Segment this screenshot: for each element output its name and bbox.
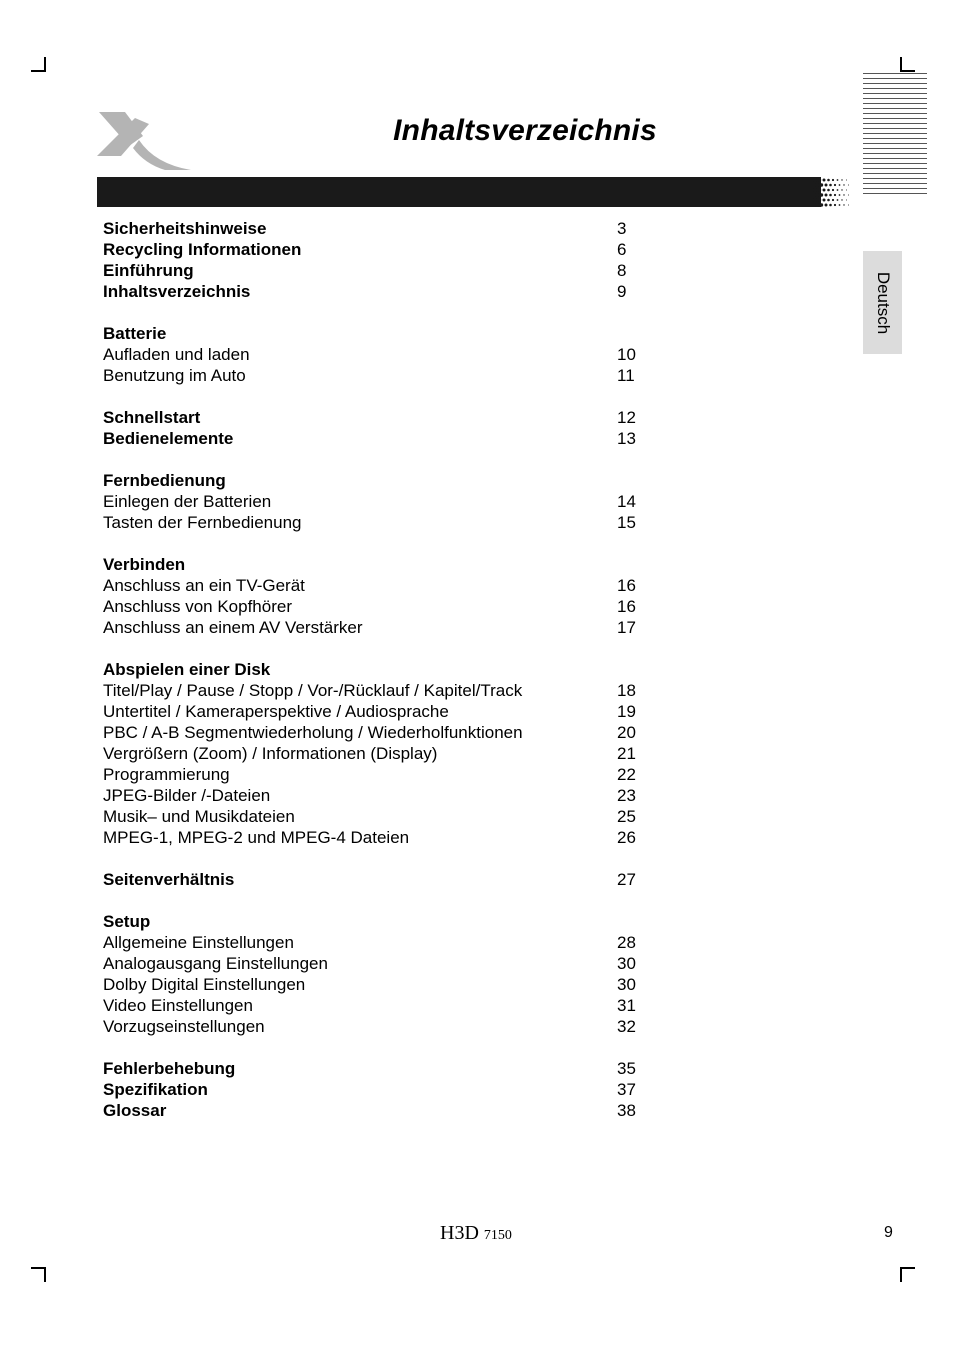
stripe-line — [863, 188, 927, 189]
stripe-line — [863, 78, 927, 79]
toc-entry — [103, 722, 663, 743]
toc-label: Spezifikation — [103, 1080, 208, 1099]
toc-page-number: 35 — [617, 1059, 636, 1078]
toc-heading — [103, 1058, 663, 1079]
toc-label: JPEG-Bilder /-Dateien — [103, 786, 271, 805]
stripe-line — [863, 103, 927, 104]
toc-spacer — [103, 1037, 663, 1058]
toc-label: Tasten der Fernbedienung — [103, 513, 302, 532]
toc-label: Video Einstellungen — [103, 996, 253, 1015]
stripe-line — [863, 88, 927, 89]
toc-entry — [103, 701, 663, 722]
toc-entry — [103, 785, 663, 806]
toc-label: Musik– und Musikdateien — [103, 807, 295, 826]
toc-entry — [103, 512, 663, 533]
toc-page-number: 9 — [617, 282, 627, 301]
toc-page-number: 22 — [617, 765, 636, 784]
toc-spacer — [103, 449, 663, 470]
model-logo — [440, 1222, 512, 1245]
toc-page-number: 15 — [617, 513, 636, 532]
toc-label: Recycling Informationen — [103, 240, 302, 259]
toc-page-number: 16 — [617, 576, 636, 595]
stripe-line — [863, 93, 927, 94]
toc-label: Vergrößern (Zoom) / Informationen (Display) — [103, 744, 438, 763]
toc-entry — [103, 764, 663, 785]
crop-mark-bottom-right — [900, 1267, 915, 1282]
toc-label: Einführung — [103, 261, 194, 280]
toc-label: Anschluss an einem AV Verstärker — [103, 618, 363, 637]
toc-spacer — [103, 533, 663, 554]
toc-page-number: 14 — [617, 492, 636, 511]
toc-page-number: 30 — [617, 954, 636, 973]
toc-page-number: 16 — [617, 597, 636, 616]
toc-label: Anschluss von Kopfhörer — [103, 597, 292, 616]
toc-page-number: 20 — [617, 723, 636, 742]
toc-label: Anschluss an ein TV-Gerät — [103, 576, 305, 595]
page-title: Inhaltsverzeichnis — [393, 114, 657, 147]
toc-entry — [103, 743, 663, 764]
toc-page-number: 26 — [617, 828, 636, 847]
table-of-contents — [103, 218, 663, 1121]
stripe-line — [863, 148, 927, 149]
toc-label: Einlegen der Batterien — [103, 492, 272, 511]
toc-page-number: 32 — [617, 1017, 636, 1036]
toc-entry — [103, 365, 663, 386]
crop-mark-bottom-left — [31, 1267, 46, 1282]
toc-entry — [103, 575, 663, 596]
toc-entry — [103, 344, 663, 365]
decorative-stripes — [863, 73, 927, 200]
toc-page-number: 37 — [617, 1080, 636, 1099]
toc-page-number: 18 — [617, 681, 636, 700]
stripe-line — [863, 133, 927, 134]
toc-spacer — [103, 638, 663, 659]
toc-label: Verbinden — [103, 555, 186, 574]
model-prefix: H3D — [440, 1222, 479, 1244]
toc-heading — [103, 323, 663, 344]
stripe-line — [863, 113, 927, 114]
toc-page-number: 6 — [617, 240, 627, 259]
language-tab-label: Deutsch — [873, 271, 893, 334]
toc-heading — [103, 407, 663, 428]
toc-label: Setup — [103, 912, 151, 931]
toc-entry — [103, 995, 663, 1016]
toc-heading — [103, 554, 663, 575]
crop-mark-top-right — [900, 57, 915, 72]
toc-entry — [103, 827, 663, 848]
stripe-line — [863, 178, 927, 179]
stripe-line — [863, 123, 927, 124]
stripe-line — [863, 168, 927, 169]
toc-page-number: 25 — [617, 807, 636, 826]
toc-spacer — [103, 890, 663, 911]
x-brand-logo-icon — [95, 106, 195, 176]
toc-heading — [103, 260, 663, 281]
toc-entry — [103, 596, 663, 617]
toc-label: Untertitel / Kameraperspektive / Audiosprache — [103, 702, 449, 721]
page-number: 9 — [884, 1224, 893, 1241]
toc-label: Titel/Play / Pause / Stopp / Vor-/Rücklauf / Kapitel/Track — [103, 681, 523, 700]
toc-heading — [103, 1100, 663, 1121]
toc-label: Glossar — [103, 1101, 167, 1120]
toc-entry — [103, 806, 663, 827]
toc-label: Abspielen einer Disk — [103, 660, 271, 679]
toc-label: Benutzung im Auto — [103, 366, 246, 385]
toc-label: Schnellstart — [103, 408, 201, 427]
toc-entry — [103, 953, 663, 974]
title-bar — [97, 177, 851, 207]
toc-page-number: 21 — [617, 744, 636, 763]
toc-heading — [103, 239, 663, 260]
toc-entry — [103, 974, 663, 995]
stripe-line — [863, 183, 927, 184]
toc-page-number: 27 — [617, 870, 636, 889]
toc-page-number: 30 — [617, 975, 636, 994]
stripe-line — [863, 108, 927, 109]
toc-label: PBC / A-B Segmentwiederholung / Wiederholfunktionen — [103, 723, 523, 742]
stripe-line — [863, 163, 927, 164]
toc-entry — [103, 680, 663, 701]
toc-label: Bedienelemente — [103, 429, 234, 448]
toc-page-number: 28 — [617, 933, 636, 952]
toc-page-number: 11 — [617, 366, 635, 385]
language-tab — [863, 251, 902, 354]
toc-label: Batterie — [103, 324, 167, 343]
stripe-line — [863, 128, 927, 129]
toc-label: Vorzugseinstellungen — [103, 1017, 265, 1036]
stripe-line — [863, 153, 927, 154]
toc-heading — [103, 218, 663, 239]
toc-spacer — [103, 302, 663, 323]
toc-spacer — [103, 848, 663, 869]
toc-heading — [103, 1079, 663, 1100]
model-number: 7150 — [483, 1228, 512, 1243]
toc-label: Inhaltsverzeichnis — [103, 282, 251, 301]
stripe-line — [863, 138, 927, 139]
toc-heading — [103, 470, 663, 491]
toc-entry — [103, 491, 663, 512]
toc-heading — [103, 428, 663, 449]
toc-label: Allgemeine Einstellungen — [103, 933, 294, 952]
toc-entry — [103, 932, 663, 953]
toc-page-number: 13 — [617, 429, 636, 448]
toc-label: Programmierung — [103, 765, 230, 784]
toc-page-number: 12 — [617, 408, 636, 427]
toc-page-number: 38 — [617, 1101, 636, 1120]
toc-label: Seitenverhältnis — [103, 870, 235, 889]
stripe-line — [863, 158, 927, 159]
toc-page-number: 8 — [617, 261, 627, 280]
toc-label: Analogausgang Einstellungen — [103, 954, 328, 973]
toc-label: Sicherheitshinweise — [103, 219, 267, 238]
toc-heading — [103, 659, 663, 680]
stripe-line — [863, 118, 927, 119]
toc-heading — [103, 869, 663, 890]
toc-heading — [103, 911, 663, 932]
toc-label: Dolby Digital Einstellungen — [103, 975, 306, 994]
stripe-line — [863, 73, 927, 74]
toc-label: Fernbedienung — [103, 471, 226, 490]
toc-label: Aufladen und laden — [103, 345, 250, 364]
toc-page-number: 31 — [617, 996, 636, 1015]
toc-page-number: 17 — [617, 618, 636, 637]
toc-page-number: 23 — [617, 786, 636, 805]
stripe-line — [863, 83, 927, 84]
toc-heading — [103, 281, 663, 302]
toc-label: Fehlerbehebung — [103, 1059, 236, 1078]
toc-page-number: 19 — [617, 702, 636, 721]
stripe-line — [863, 173, 927, 174]
toc-spacer — [103, 386, 663, 407]
toc-page-number: 10 — [617, 345, 636, 364]
stripe-line — [863, 98, 927, 99]
toc-label: MPEG-1, MPEG-2 und MPEG-4 Dateien — [103, 828, 410, 847]
toc-entry — [103, 617, 663, 638]
toc-page-number: 3 — [617, 219, 627, 238]
stripe-line — [863, 193, 927, 194]
stripe-line — [863, 143, 927, 144]
crop-mark-top-left — [31, 57, 46, 72]
toc-entry — [103, 1016, 663, 1037]
